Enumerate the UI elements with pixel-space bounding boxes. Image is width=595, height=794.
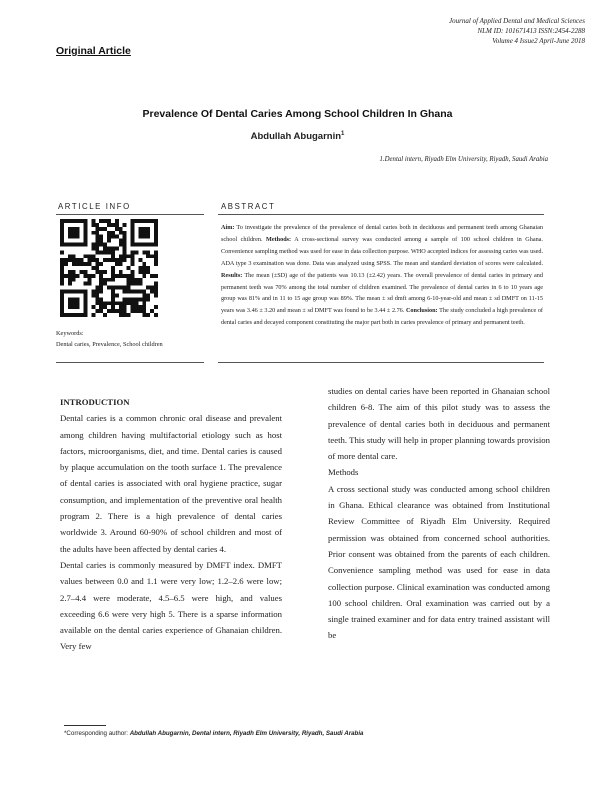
introduction-heading: INTRODUCTION — [60, 397, 130, 407]
body-right-column — [328, 383, 550, 644]
results-label: Results: — [221, 271, 243, 279]
footnote-rule — [64, 725, 106, 726]
abstract-top-rule — [218, 214, 544, 215]
footnote-text: Abdullah Abugarnin, Dental intern, Riyadh Elm University, Riyadh, Saudi Arabia — [129, 730, 364, 737]
paper-title: Prevalence Of Dental Caries Among School Children In Ghana — [142, 108, 453, 120]
abstract-bottom-rule — [218, 362, 544, 363]
aim-text: To investigate the prevalence of the prevalence of dental caries both in deciduous and permanent teeth among Ghanaian school children. — [221, 224, 543, 243]
intro-paragraph-2: Dental caries is commonly measured by DMFT index. DMFT values between 0.0 and 1.1 were very low; 1.2–2.6 were low; 2.7–4.4 were moderate, 4.5–6.5 were high, and values exceeding 6.6 were very high 5. There is a sparse information available on the dental caries experience of Ghanaian children. Very few — [60, 559, 282, 652]
footnote-label: *Corresponding author: — [64, 730, 130, 737]
methods-heading: Methods — [328, 467, 359, 478]
keywords-text: Dental caries, Prevalence, School children — [56, 341, 163, 348]
keywords-block — [56, 328, 196, 350]
affiliation: 1.Dental intern, Riyadh Elm University, Riyadh, Saudi Arabia — [379, 156, 548, 163]
corresponding-author-footnote — [64, 730, 364, 737]
intro-paragraph-1: Dental caries is a common chronic oral disease and prevalent among children having multifactorial etiology such as host factors, microorganisms, diet, and time. Dental caries is caused by plaque accumulation on the tooth surface 1. The prevalence of dental caries is associated with oral hygiene practice, sugar consumption, and implementation of the preventive oral health program 2. There is a high prevalence of dental caries worldwide 3. Around 60-90% of school children and most of the adults have been affected by dental caries 4. — [60, 413, 282, 554]
conclusion-text: The study concluded a high prevalence of dental caries and decayed component constituting the major part both in caries prevalence of primary and permanent teeth. — [221, 307, 543, 327]
qr-code — [60, 219, 158, 317]
body-left-column — [60, 394, 282, 655]
article-info-heading: ARTICLE INFO — [58, 202, 131, 211]
conclusion-label: Conclusion: — [405, 307, 438, 315]
aim-label: Aim: — [221, 224, 235, 231]
results-text: The mean (±SD) age of the patients was 10.13 (±2.42) years. The overall prevalence of dental caries in primary and permanent teeth was 70% among the total number of children examined. The prevalence of dental caries in 6 to 10 years age group was 81% and in 11 to 15 age group was 89%. The mean ± sd dmft among 6-10-year-old and mean ± sd DMFT on 11-15 years was 3.46 ± 3.20 and mean ± sd DMFT was found to be 3.44 ± 2.76. — [221, 271, 543, 315]
article-info-top-rule — [56, 214, 204, 215]
abstract-text — [221, 222, 543, 329]
author-name: Abdullah Abugarnin — [250, 131, 342, 143]
journal-name: Journal of Applied Dental and Medical Sciences — [449, 17, 585, 25]
article-info-bottom-rule — [56, 362, 204, 363]
intro-paragraph-3: studies on dental caries have been reported in Ghanaian school children 6-8. The aim of this pilot study was to assess the prevalence of dental caries both in deciduous and permanent teeth. This study will help in proper planning towards provision of more dental care. — [328, 386, 550, 462]
journal-ids: NLM ID: 101671413 ISSN:2454-2288 — [477, 27, 585, 35]
abstract-heading: ABSTRACT — [221, 202, 276, 211]
keywords-label: Keywords: — [56, 330, 84, 337]
article-type-label: Original Article — [56, 45, 131, 57]
methods-text: A cross-sectional survey was conducted among a sample of 100 school children in Ghana. Convenience sampling method was used for ease in data collection purpose. WHO accepted indices for assessing caries was used. ADA type 3 examination was done. Data was analyzed using SPSS. The mean and standard deviation of scores were calculated. — [221, 235, 543, 267]
journal-header — [355, 16, 585, 46]
author-line — [0, 131, 595, 142]
methods-label: Methods: — [266, 235, 292, 243]
methods-paragraph: A cross sectional study was conducted among school children in Ghana. Ethical clearance was obtained from Institutional Review Committee of Riyadh Elm University. Required permission was obtained from concerned school authorities. Prior consent was obtained from the parents of each children. Convenience sampling method was used for ease in data collection purpose. Clinical examination was conducted among 100 school children. Oral examination was carried out by a single trained examiner and for data entry trained assistant will be — [328, 483, 550, 641]
author-marker: 1 — [341, 131, 345, 137]
journal-volume: Volume 4 Issue2 April-June 2018 — [492, 37, 585, 45]
